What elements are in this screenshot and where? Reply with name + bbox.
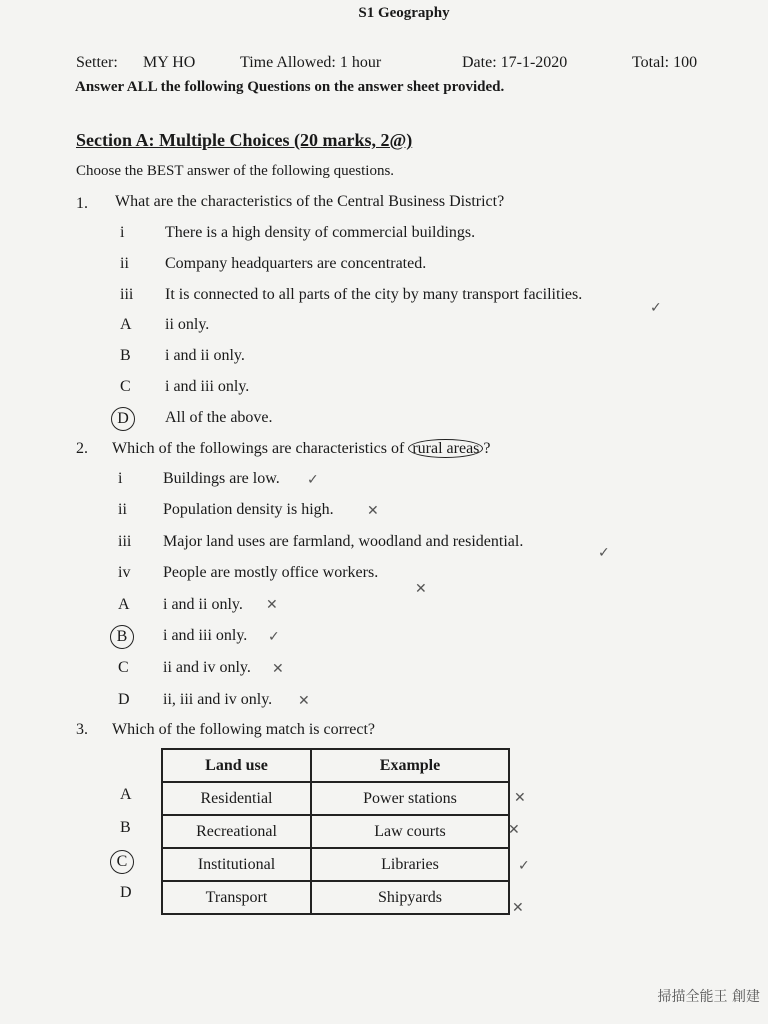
option-text: All of the above.	[165, 409, 273, 426]
option-text: i and ii only.	[163, 596, 243, 613]
option-label: D	[118, 691, 130, 708]
question-text: What are the characteristics of the Central Business District?	[115, 193, 505, 210]
cross-mark: ✕	[272, 661, 284, 677]
setter-label: Setter:	[76, 54, 118, 71]
example-cell: Libraries	[311, 848, 509, 881]
tick-mark: ✓	[268, 629, 280, 645]
option-text: ii only.	[165, 316, 210, 333]
tick-mark: ✓	[307, 472, 319, 488]
time-allowed: Time Allowed: 1 hour	[240, 54, 382, 71]
option-label: A	[120, 316, 132, 333]
total-marks: Total: 100	[632, 54, 698, 71]
land-use-cell: Institutional	[162, 848, 311, 881]
setter-name: MY HO	[143, 54, 196, 71]
cross-mark: ✕	[266, 597, 278, 613]
land-use-cell: Recreational	[162, 815, 311, 848]
option-label-circled	[115, 852, 134, 874]
cross-mark: ✕	[512, 900, 524, 916]
statement-label: iii	[118, 533, 132, 550]
option-label: A	[120, 786, 132, 803]
column-header: Land use	[162, 749, 311, 782]
option-text: i and iii only.	[165, 378, 250, 395]
option-label-circled	[116, 409, 135, 431]
statement-text: Major land uses are farmland, woodland and residential.	[163, 533, 524, 550]
question-number: 2.	[76, 440, 88, 457]
option-text: i and ii only.	[165, 347, 245, 364]
option-label: B	[120, 347, 131, 364]
tick-mark: ✓	[518, 858, 530, 874]
cross-mark: ✕	[367, 503, 379, 519]
statement-text: It is connected to all parts of the city by many transport facilities.	[165, 286, 583, 303]
example-cell: Law courts	[311, 815, 509, 848]
tick-mark: ✓	[598, 545, 610, 561]
exam-date: Date: 17-1-2020	[462, 54, 568, 71]
exam-title: S1 Geography	[358, 5, 450, 21]
statement-label: ii	[120, 255, 129, 272]
answer-circle: B	[110, 625, 134, 649]
statement-text: Company headquarters are concentrated.	[165, 255, 427, 272]
option-label-circled	[115, 627, 134, 649]
section-title: Section A: Multiple Choices (20 marks, 2@)	[76, 130, 413, 150]
option-text: ii and iv only.	[163, 659, 251, 676]
instruction: Answer ALL the following Questions on the answer sheet provided.	[75, 79, 505, 95]
option-label: B	[120, 819, 131, 836]
option-label: A	[118, 596, 130, 613]
table-row	[162, 848, 509, 881]
land-use-cell: Residential	[162, 782, 311, 815]
table-row	[162, 815, 509, 848]
statement-label: i	[118, 470, 123, 487]
land-use-cell: Transport	[162, 881, 311, 914]
statement-label: iii	[120, 286, 134, 303]
example-cell: Shipyards	[311, 881, 509, 914]
answer-circle: D	[111, 407, 135, 431]
option-label: D	[120, 884, 132, 901]
section-subtitle: Choose the BEST answer of the following questions.	[76, 163, 395, 179]
cross-mark: ✕	[415, 581, 427, 597]
cross-mark: ✕	[508, 822, 520, 838]
cross-mark: ✕	[298, 693, 310, 709]
question-text: Which of the followings are characteristics of rural areas ?	[112, 440, 491, 457]
tick-mark: ✓	[650, 300, 662, 316]
option-text: ii, iii and iv only.	[163, 691, 273, 708]
scanner-watermark: 掃描全能王 創建	[657, 989, 760, 1005]
option-label: C	[118, 659, 129, 676]
statement-text: Population density is high.	[163, 501, 334, 518]
statement-text: There is a high density of commercial buildings.	[165, 224, 476, 241]
statement-text: Buildings are low.	[163, 470, 280, 487]
statement-label: iv	[118, 564, 131, 581]
land-use-table	[161, 748, 510, 915]
question-number: 1.	[76, 195, 88, 212]
column-header: Example	[311, 749, 509, 782]
cross-mark: ✕	[514, 790, 526, 806]
question-text: Which of the following match is correct?	[112, 721, 376, 738]
table-row	[162, 881, 509, 914]
option-text: i and iii only.	[163, 627, 248, 644]
question-number: 3.	[76, 721, 88, 738]
statement-text: People are mostly office workers.	[163, 564, 379, 581]
example-cell: Power stations	[311, 782, 509, 815]
answer-circle: rural areas	[408, 439, 483, 458]
table-header-row	[162, 749, 509, 782]
answer-circle: C	[110, 850, 134, 874]
statement-label: ii	[118, 501, 127, 518]
table-row	[162, 782, 509, 815]
statement-label: i	[120, 224, 125, 241]
option-label: C	[120, 378, 131, 395]
